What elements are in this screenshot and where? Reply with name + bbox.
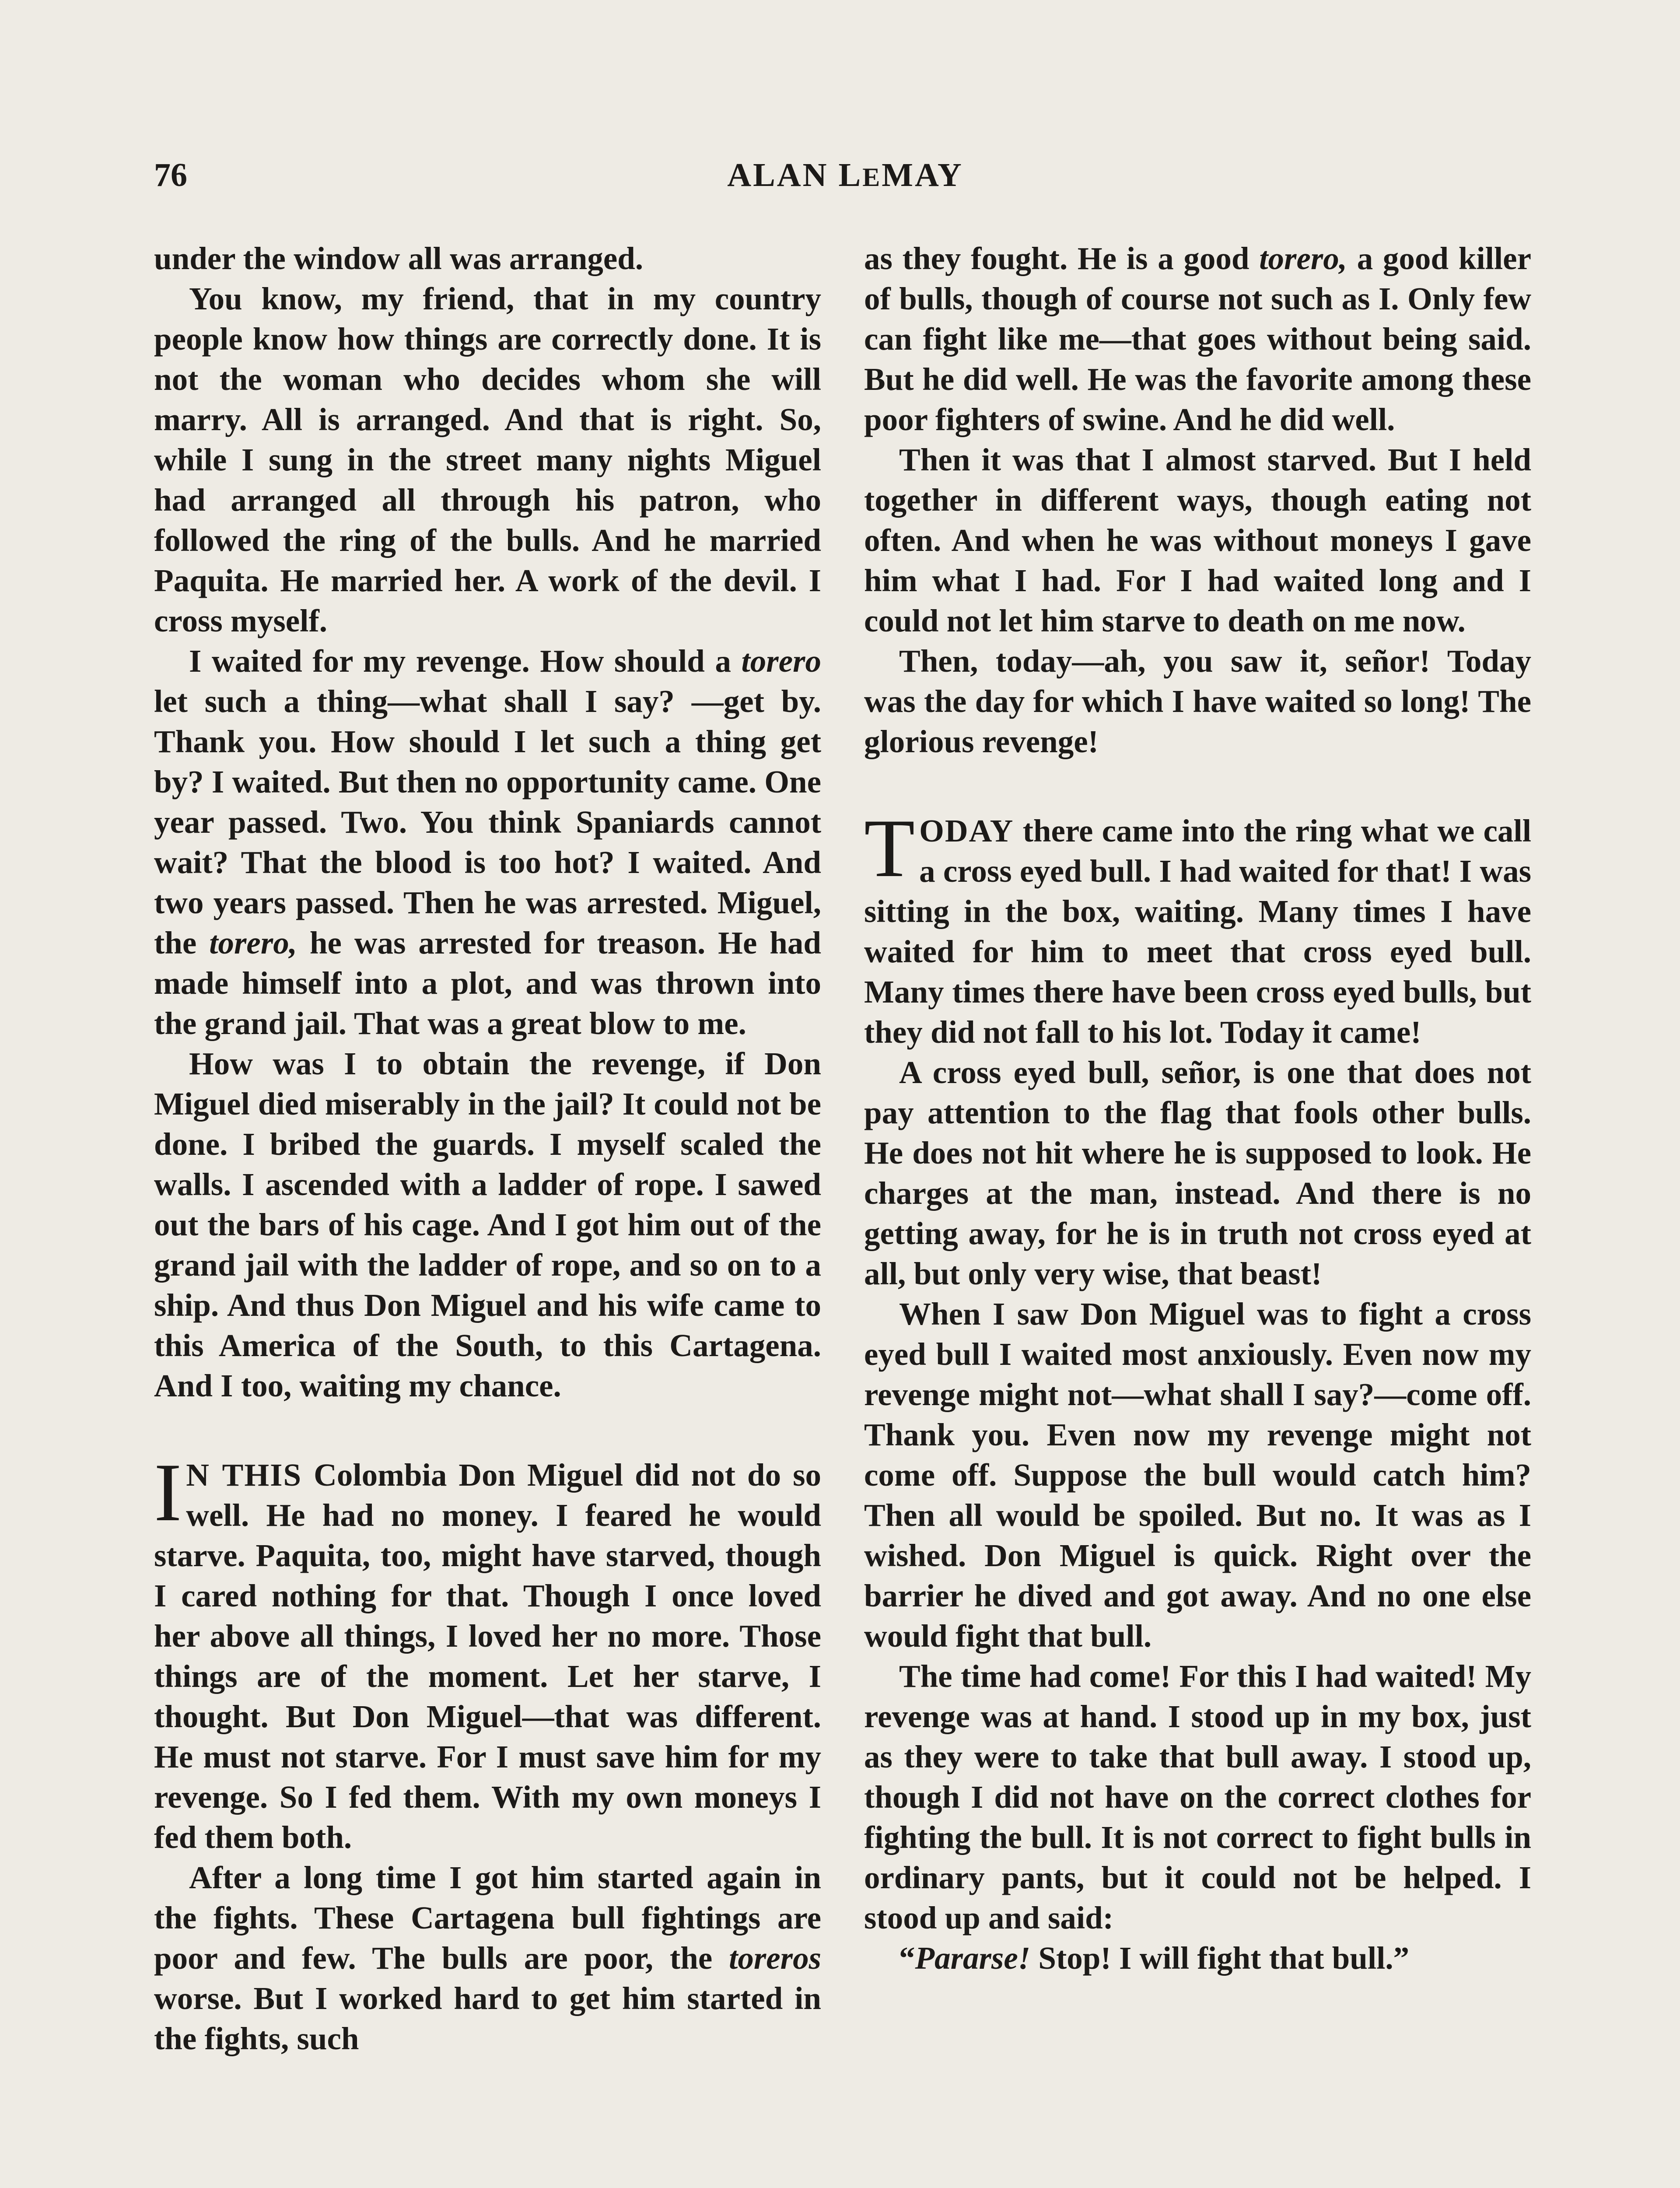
text-run: as they fought. He is a good xyxy=(864,241,1260,276)
text-run: worse. But I worked hard to get him started in the fights, such xyxy=(154,1981,821,2056)
paragraph xyxy=(154,641,821,1044)
text-run: a good killer of bulls, though of course not such as I. Only few can fight like me—that goes without being said. But he did well. He was the favorite among these poor fighters of swine. And he did well. xyxy=(864,241,1531,437)
text-run: there came into the ring what we call a cross eyed bull. I had waited for that! I was sitting in the box, waiting. Many times I have waited for him to meet that cross eyed bull. Many times there have been cross eyed bulls, but they did not fall to his lot. Today it came! xyxy=(864,813,1531,1050)
section-first-words: N THIS xyxy=(186,1457,302,1493)
italic-text: torero, xyxy=(209,925,297,961)
section-opening-paragraph xyxy=(154,1447,821,1858)
italic-text: toreros xyxy=(729,1940,821,1976)
page-number: 76 xyxy=(154,157,187,193)
running-head-part-1: ALAN L xyxy=(727,157,863,193)
paragraph xyxy=(864,238,1531,440)
text-run: After a long time I got him started again in the fights. These Cartagena bull fightings are poor and few. The bulls are poor, the xyxy=(154,1860,821,1976)
text-run: I waited for my revenge. How should a xyxy=(189,643,742,679)
text-run: “ xyxy=(899,1940,915,1976)
paragraph: When I saw Don Miguel was to fight a cross eyed bull I waited most anxiously. Even now my revenge might not—what shall I say?—come off. Thank you. Even now my revenge might not come off. Suppose the bull would catch him? Then all would be spoiled. But no. It was as I wished. Don Miguel is quick. Right over the barrier he dived and got away. And no one else would fight that bull. xyxy=(864,1296,1531,1654)
italic-text: torero, xyxy=(1259,241,1347,276)
right-column xyxy=(864,238,1531,1978)
paragraph: Then it was that I almost starved. But I held together in different ways, though eating not often. And when he was without moneys I gave him what I had. For I had waited long and I could not let him starve to death on me now. xyxy=(864,442,1531,638)
paragraph: Then, today—ah, you saw it, señor! Today was the day for which I have waited so long! The glorious revenge! xyxy=(864,643,1531,759)
drop-cap: T xyxy=(864,803,915,894)
italic-text: torero xyxy=(741,643,821,679)
text-run: he was arrested for treason. He had made himself into a plot, and was thrown into the grand jail. That was a great blow to me. xyxy=(154,925,821,1041)
text-run: Colombia Don Miguel did not do so well. He had no money. I feared he would starve. Paquita, too, might have starved, though I cared nothing for that. Though I once loved her above all things, I loved her no more. Those things are of the moment. Let her starve, I thought. But Don Miguel—that was different. He must not starve. For I must save him for my revenge. So I fed them. With my own moneys I fed them both. xyxy=(154,1457,821,1855)
drop-cap: I xyxy=(154,1447,182,1539)
text-run: let such a thing—what shall I say? —get by. Thank you. How should I let such a thing get by? I waited. But then no opportunity came. One year passed. Two. You think Spaniards cannot wait? That the blood is too hot? I waited. And two years passed. Then he was arrested. Miguel, the xyxy=(154,684,822,961)
paragraph: under the window all was arranged. xyxy=(154,241,644,276)
page-header xyxy=(154,151,1536,199)
paragraph: The time had come! For this I had waited! My revenge was at hand. I stood up in my box, just as they were to take that bull away. I stood up, though I did not have on the correct clothes for fighting the bull. It is not correct to fight bulls in ordinary pants, but it could not be helped. I stood up and said: xyxy=(864,1659,1531,1936)
italic-text: Pararse! xyxy=(915,1940,1031,1976)
paragraph: You know, my friend, that in my country people know how things are correctly done. It is not the woman who decides whom she will marry. All is arranged. And that is right. So, while I sung in the street many nights Miguel had arranged all through his patron, who followed the ring of the bulls. And he married Paquita. He married her. A work of the devil. I cross myself. xyxy=(154,281,821,638)
text-run: Stop! I will fight that bull.” xyxy=(1030,1940,1410,1976)
running-head xyxy=(154,151,1536,201)
left-column xyxy=(154,238,821,2059)
running-head-small: E xyxy=(862,163,882,192)
paragraph xyxy=(154,1858,821,2059)
paragraph xyxy=(864,1938,1531,1978)
section-first-words: ODAY xyxy=(919,813,1014,849)
paragraph: How was I to obtain the revenge, if Don Miguel died miserably in the jail? It could not be done. I bribed the guards. I myself scaled the walls. I ascended with a ladder of rope. I sawed out the bars of his cage. And I got him out of the grand jail with the ladder of rope, and so on to a ship. And thus Don Miguel and his wife came to this America of the South, to this Cartagena. And I too, waiting my chance. xyxy=(154,1046,821,1403)
running-head-part-2: MAY xyxy=(882,157,963,193)
paragraph: A cross eyed bull, señor, is one that does not pay attention to the flag that fools other bulls. He does not hit where he is supposed to look. He charges at the man, instead. And there is no getting away, for he is in truth not cross eyed at all, but only very wise, that beast! xyxy=(864,1055,1531,1291)
section-opening-paragraph xyxy=(864,803,1531,1052)
